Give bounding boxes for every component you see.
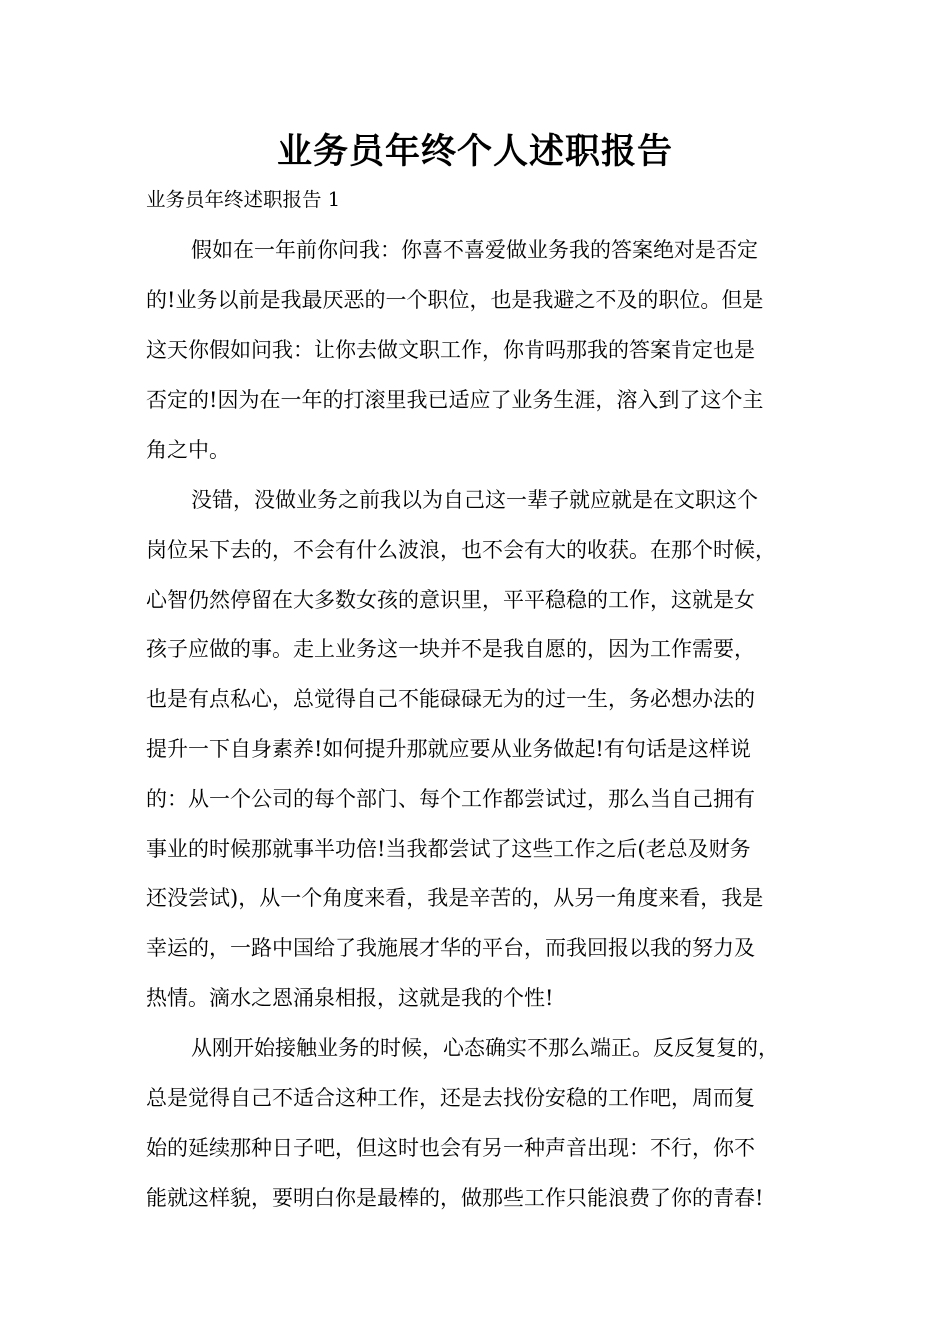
paragraph-line: 没错，没做业务之前我以为自己这一辈子就应就是在文职这个 <box>191 488 758 512</box>
paragraph-line: 始的延续那种日子吧，但这时也会有另一种声音出现：不行，你不 <box>146 1136 755 1160</box>
document-title: 业务员年终个人述职报告 <box>276 132 673 172</box>
paragraph-line: 事业的时候那就事半功倍!当我都尝试了这些工作之后(老总及财务 <box>146 837 751 861</box>
paragraph-line: 的!业务以前是我最厌恶的一个职位，也是我避之不及的职位。但是 <box>146 288 764 312</box>
paragraph-line: 提升一下自身素养!如何提升那就应要从业务做起!有句话是这样说 <box>146 737 751 761</box>
paragraph-line: 从刚开始接触业务的时候，心态确实不那么端正。反反复复的， <box>191 1036 779 1060</box>
paragraph-line: 也是有点私心，总觉得自己不能碌碌无为的过一生，务必想办法的 <box>146 687 755 711</box>
paragraph-line: 的：从一个公司的每个部门、每个工作都尝试过，那么当自己拥有 <box>146 787 755 811</box>
paragraph-line: 能就这样貌，要明白你是最棒的，做那些工作只能浪费了你的青春! <box>146 1186 764 1210</box>
paragraph-line: 角之中。 <box>146 438 230 462</box>
paragraph-line: 热情。滴水之恩涌泉相报，这就是我的个性! <box>146 986 554 1010</box>
paragraph-line: 假如在一年前你问我：你喜不喜爱做业务我的答案绝对是否定 <box>191 238 758 262</box>
paragraph-line: 孩子应做的事。走上业务这一块并不是我自愿的，因为工作需要， <box>146 637 755 661</box>
paragraph-line: 总是觉得自己不适合这种工作，还是去找份安稳的工作吧，周而复 <box>146 1086 755 1110</box>
paragraph-line: 心智仍然停留在大多数女孩的意识里，平平稳稳的工作，这就是女 <box>146 588 755 612</box>
paragraph-line: 还没尝试)，从一个角度来看，我是辛苦的，从另一角度来看，我是 <box>146 886 764 910</box>
paragraph-line: 否定的!因为在一年的打滚里我已适应了业务生涯，溶入到了这个主 <box>146 388 764 412</box>
paragraph-line: 岗位呆下去的，不会有什么波浪，也不会有大的收获。在那个时候， <box>146 538 776 562</box>
paragraph-line: 这天你假如问我：让你去做文职工作，你肯吗那我的答案肯定也是 <box>146 338 755 362</box>
paragraph-line: 幸运的，一路中国给了我施展才华的平台，而我回报以我的努力及 <box>146 936 755 960</box>
document-subtitle: 业务员年终述职报告 1 <box>146 188 341 211</box>
